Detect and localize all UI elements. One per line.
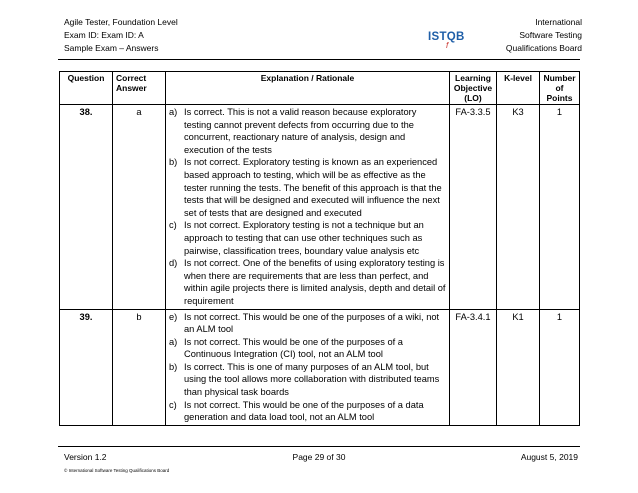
explanation-item bbox=[169, 361, 446, 399]
col-header-objective: Learning Objective (LO) bbox=[450, 72, 497, 105]
footer-date: August 5, 2019 bbox=[520, 452, 578, 462]
explanation-item bbox=[169, 336, 446, 361]
k-level: K3 bbox=[497, 105, 540, 310]
explanation-item bbox=[169, 156, 446, 219]
option-letter: a) bbox=[169, 336, 178, 347]
col-header-klevel: K-level bbox=[497, 72, 540, 105]
col-header-correct-answer: Correct Answer bbox=[113, 72, 166, 105]
option-explanation: Is not correct. This would be one of the purposes of a wiki, not an ALM tool bbox=[184, 311, 440, 335]
header-left-line-3: Sample Exam – Answers bbox=[64, 43, 159, 53]
learning-objective: FA-3.3.5 bbox=[450, 105, 497, 310]
option-letter: a) bbox=[169, 107, 178, 117]
col-header-points: Number of Points bbox=[540, 72, 580, 105]
points: 1 bbox=[540, 309, 580, 425]
header-right-line-3: Qualifications Board bbox=[505, 43, 582, 53]
explanation-cell bbox=[166, 105, 450, 310]
answers-table bbox=[59, 71, 580, 426]
option-explanation: Is not correct. This would be one of the purposes of a data generation and data load tool, not an ALM tool bbox=[184, 399, 424, 423]
footer-copyright: © International Software Testing Qualifications Board bbox=[64, 468, 170, 473]
option-letter: b) bbox=[169, 361, 178, 372]
explanation-item bbox=[169, 257, 446, 307]
footer-rule bbox=[58, 446, 580, 447]
header-right bbox=[506, 16, 582, 55]
explanation-item bbox=[169, 106, 446, 156]
option-letter: e) bbox=[169, 311, 178, 322]
k-level: K1 bbox=[497, 309, 540, 425]
istqb-logo bbox=[428, 27, 468, 51]
istqb-logo-mark: f bbox=[446, 41, 449, 50]
option-explanation: Is not correct. Exploratory testing is not a technique but an approach to testing that can use other techniques such as pairwise, classification trees, boundary value analysis etc bbox=[184, 220, 424, 256]
header-right-line-2: Software Testing bbox=[519, 30, 582, 40]
table-row bbox=[60, 309, 580, 425]
col-header-explanation: Explanation / Rationale bbox=[166, 72, 450, 105]
points: 1 bbox=[540, 105, 580, 310]
correct-answer: a bbox=[113, 105, 166, 310]
question-number: 38. bbox=[60, 105, 113, 310]
option-explanation: Is correct. This is one of many purposes of an ALM tool, but using the tool allows more collaboration with distributed teams than physical task boards bbox=[184, 361, 440, 398]
table-row bbox=[60, 105, 580, 310]
option-letter: c) bbox=[169, 220, 177, 231]
option-letter: b) bbox=[169, 157, 178, 168]
explanation-item bbox=[169, 311, 446, 336]
learning-objective: FA-3.4.1 bbox=[450, 309, 497, 425]
header-left bbox=[64, 16, 178, 55]
correct-answer: b bbox=[113, 309, 166, 425]
footer-version: Version 1.2 bbox=[64, 452, 107, 462]
header-right-line-1: International bbox=[535, 17, 582, 27]
option-explanation: Is correct. This is not a valid reason because exploratory testing cannot prevent defects from occurring due to the concurrent, reactionary nature of analysis, design and execution of the tests bbox=[184, 107, 417, 155]
option-explanation: Is not correct. Exploratory testing is known as an experienced based approach to testing, which will be as effective as the tester running the tests. The benefit of this approach is that the tests that will be designed and executed will influence the next set of tests that are designed and executed bbox=[184, 157, 442, 218]
explanation-item bbox=[169, 219, 446, 257]
istqb-logo-text: ISTQB bbox=[428, 31, 465, 43]
header-rule bbox=[58, 59, 580, 60]
option-explanation: Is not correct. This would be one of the purposes of a Continuous Integration (CI) tool, not an ALM tool bbox=[184, 336, 403, 360]
explanation-cell bbox=[166, 309, 450, 425]
option-letter: d) bbox=[169, 258, 178, 269]
header-left-line-1: Agile Tester, Foundation Level bbox=[64, 17, 178, 27]
option-letter: c) bbox=[169, 399, 177, 410]
question-number: 39. bbox=[60, 309, 113, 425]
option-explanation: Is not correct. One of the benefits of using exploratory testing is when there are requirements that are less than perfect, and within agile projects there is limited analysis, depth and detail of requirement bbox=[184, 258, 446, 306]
col-header-question: Question bbox=[60, 72, 113, 105]
explanation-item bbox=[169, 399, 446, 424]
header-left-line-2: Exam ID: Exam ID: A bbox=[64, 30, 144, 40]
footer-page-number: Page 29 of 30 bbox=[292, 452, 346, 462]
table-header-row bbox=[60, 72, 580, 105]
